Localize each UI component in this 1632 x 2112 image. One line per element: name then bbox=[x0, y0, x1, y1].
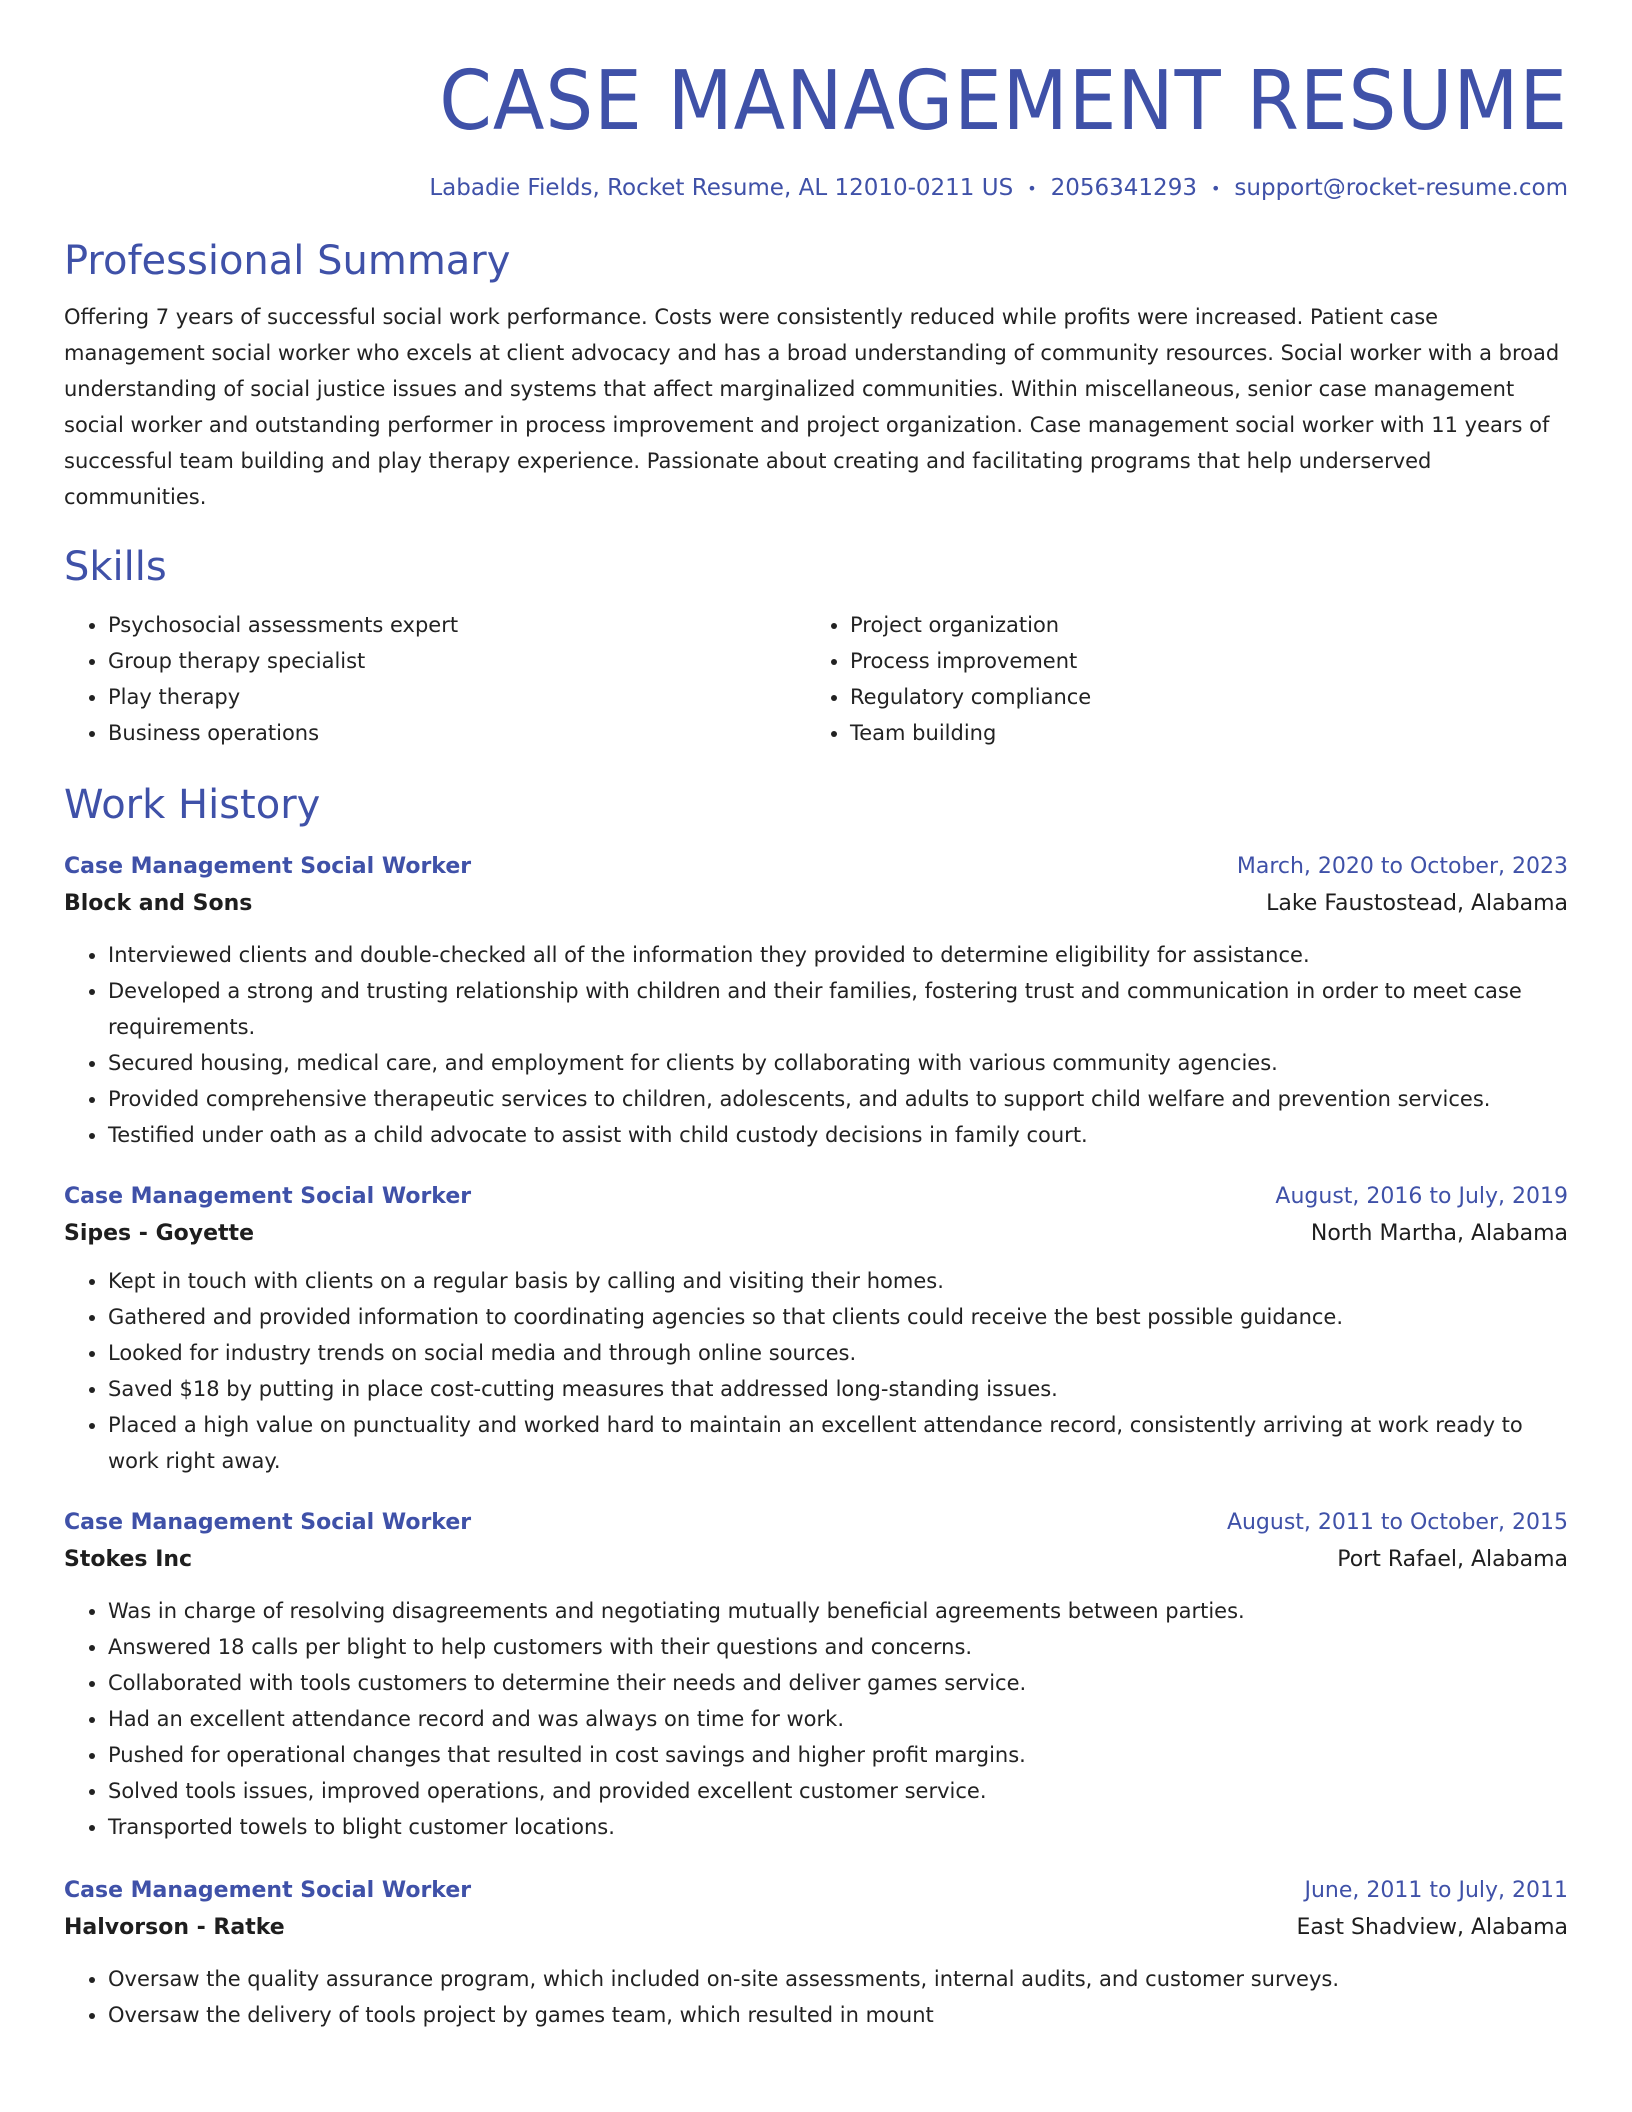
job-location: Port Rafael, Alabama bbox=[1337, 1546, 1568, 1572]
summary-text: Offering 7 years of successful social work performance. Costs were consistently reduced while profits were increased. Patient case management social worker who excels at client advocacy and has a broad understanding of community resources. Social worker with a broad understanding of social justice issues and systems that affect marginalized communities. Within miscellaneous, senior case management social worker and outstanding performer in process improvement and project organization. Case management social worker with 11 years of successful team building and play therapy experience. Passionate about creating and facilitating programs that help underserved communities. bbox=[64, 304, 1560, 509]
job-company: Halvorson - Ratke bbox=[64, 1914, 285, 1940]
job-title-row bbox=[64, 1179, 1568, 1215]
job-title-row bbox=[64, 1873, 1568, 1909]
contact-line bbox=[64, 172, 1568, 205]
contact-separator: • bbox=[1027, 178, 1037, 198]
skill-item: • Regulatory compliance bbox=[850, 679, 1548, 715]
skill-item: • Process improvement bbox=[850, 643, 1548, 679]
job-bullet: • Oversaw the delivery of tools project by games team, which resulted in mount bbox=[108, 1997, 1568, 2033]
job-bullet: • Transported towels to blight customer locations. bbox=[108, 1809, 1568, 1845]
job-company-row bbox=[64, 1541, 1568, 1579]
job-entry bbox=[64, 849, 1568, 1153]
job-bullet: • Pushed for operational changes that resulted in cost savings and higher profit margins. bbox=[108, 1737, 1568, 1773]
skills-column-right bbox=[806, 607, 1548, 751]
job-bullet: • Had an excellent attendance record and was always on time for work. bbox=[108, 1701, 1568, 1737]
job-bullet: • Gathered and provided information to coordinating agencies so that clients could receive the best possible guidance. bbox=[108, 1299, 1568, 1335]
job-title: Case Management Social Worker bbox=[64, 1877, 472, 1903]
job-company-row bbox=[64, 1909, 1568, 1947]
job-bullet: • Looked for industry trends on social media and through online sources. bbox=[108, 1335, 1568, 1371]
resume-page bbox=[64, 0, 1568, 2033]
summary-heading: Professional Summary bbox=[64, 237, 511, 284]
job-company: Stokes Inc bbox=[64, 1546, 193, 1572]
job-company-row bbox=[64, 885, 1568, 923]
job-company: Sipes - Goyette bbox=[64, 1220, 254, 1246]
job-bullet: • Provided comprehensive therapeutic services to children, adolescents, and adults to support child welfare and prevention services. bbox=[108, 1081, 1568, 1117]
job-entry bbox=[64, 1873, 1568, 2033]
resume-title: CASE MANAGEMENT RESUME bbox=[439, 54, 1568, 149]
job-bullet: • Testified under oath as a child advocate to assist with child custody decisions in family court. bbox=[108, 1117, 1568, 1153]
job-location: Lake Faustostead, Alabama bbox=[1266, 890, 1568, 916]
contact-address: Labadie Fields, Rocket Resume, AL 12010-0211 US bbox=[429, 175, 1014, 201]
job-location: North Martha, Alabama bbox=[1310, 1220, 1568, 1246]
job-bullets bbox=[64, 1961, 1568, 2033]
job-dates: March, 2020 to October, 2023 bbox=[1236, 853, 1568, 879]
job-company: Block and Sons bbox=[64, 890, 253, 916]
job-location: East Shadview, Alabama bbox=[1296, 1914, 1568, 1940]
job-bullet: • Answered 18 calls per blight to help customers with their questions and concerns. bbox=[108, 1629, 1568, 1665]
job-title: Case Management Social Worker bbox=[64, 853, 472, 879]
skills-heading: Skills bbox=[64, 543, 167, 590]
resume-header bbox=[64, 0, 1568, 205]
skill-item: • Psychosocial assessments expert bbox=[108, 607, 806, 643]
job-company-row bbox=[64, 1215, 1568, 1253]
job-bullets bbox=[64, 937, 1568, 1153]
skill-item: • Play therapy bbox=[108, 679, 806, 715]
skill-item: • Business operations bbox=[108, 715, 806, 751]
contact-phone: 2056341293 bbox=[1050, 175, 1197, 201]
job-bullet: • Was in charge of resolving disagreements and negotiating mutually beneficial agreements between parties. bbox=[108, 1593, 1568, 1629]
job-bullet: • Saved $18 by putting in place cost-cutting measures that addressed long-standing issues. bbox=[108, 1371, 1568, 1407]
skills-list bbox=[64, 607, 1568, 751]
job-entry bbox=[64, 1505, 1568, 1845]
job-entry bbox=[64, 1179, 1568, 1479]
job-dates: August, 2016 to July, 2019 bbox=[1275, 1183, 1568, 1209]
job-bullet: • Oversaw the quality assurance program, which included on-site assessments, internal audits, and customer surveys. bbox=[108, 1961, 1568, 1997]
job-bullet: • Placed a high value on punctuality and worked hard to maintain an excellent attendance record, consistently arriving at work ready to work right away. bbox=[108, 1407, 1568, 1479]
skill-item: • Group therapy specialist bbox=[108, 643, 806, 679]
job-bullet: • Kept in touch with clients on a regular basis by calling and visiting their homes. bbox=[108, 1263, 1568, 1299]
skills-column-left bbox=[64, 607, 806, 751]
job-bullet: • Secured housing, medical care, and employment for clients by collaborating with various community agencies. bbox=[108, 1045, 1568, 1081]
job-bullets bbox=[64, 1593, 1568, 1845]
job-bullets bbox=[64, 1263, 1568, 1479]
skill-item: • Project organization bbox=[850, 607, 1548, 643]
job-title-row bbox=[64, 1505, 1568, 1541]
job-title: Case Management Social Worker bbox=[64, 1509, 472, 1535]
job-bullet: • Interviewed clients and double-checked all of the information they provided to determine eligibility for assistance. bbox=[108, 937, 1568, 973]
work-history-heading: Work History bbox=[64, 781, 321, 828]
contact-email[interactable]: support@rocket-resume.com bbox=[1234, 175, 1568, 201]
contact-separator: • bbox=[1210, 178, 1221, 198]
job-bullet: • Collaborated with tools customers to determine their needs and deliver games service. bbox=[108, 1665, 1568, 1701]
job-title: Case Management Social Worker bbox=[64, 1183, 472, 1209]
job-dates: June, 2011 to July, 2011 bbox=[1304, 1877, 1568, 1903]
job-bullet: • Solved tools issues, improved operations, and provided excellent customer service. bbox=[108, 1773, 1568, 1809]
job-bullet: • Developed a strong and trusting relationship with children and their families, fostering trust and communication in order to meet case requirements. bbox=[108, 973, 1568, 1045]
job-title-row bbox=[64, 849, 1568, 885]
skill-item: • Team building bbox=[850, 715, 1548, 751]
job-dates: August, 2011 to October, 2015 bbox=[1226, 1509, 1568, 1535]
